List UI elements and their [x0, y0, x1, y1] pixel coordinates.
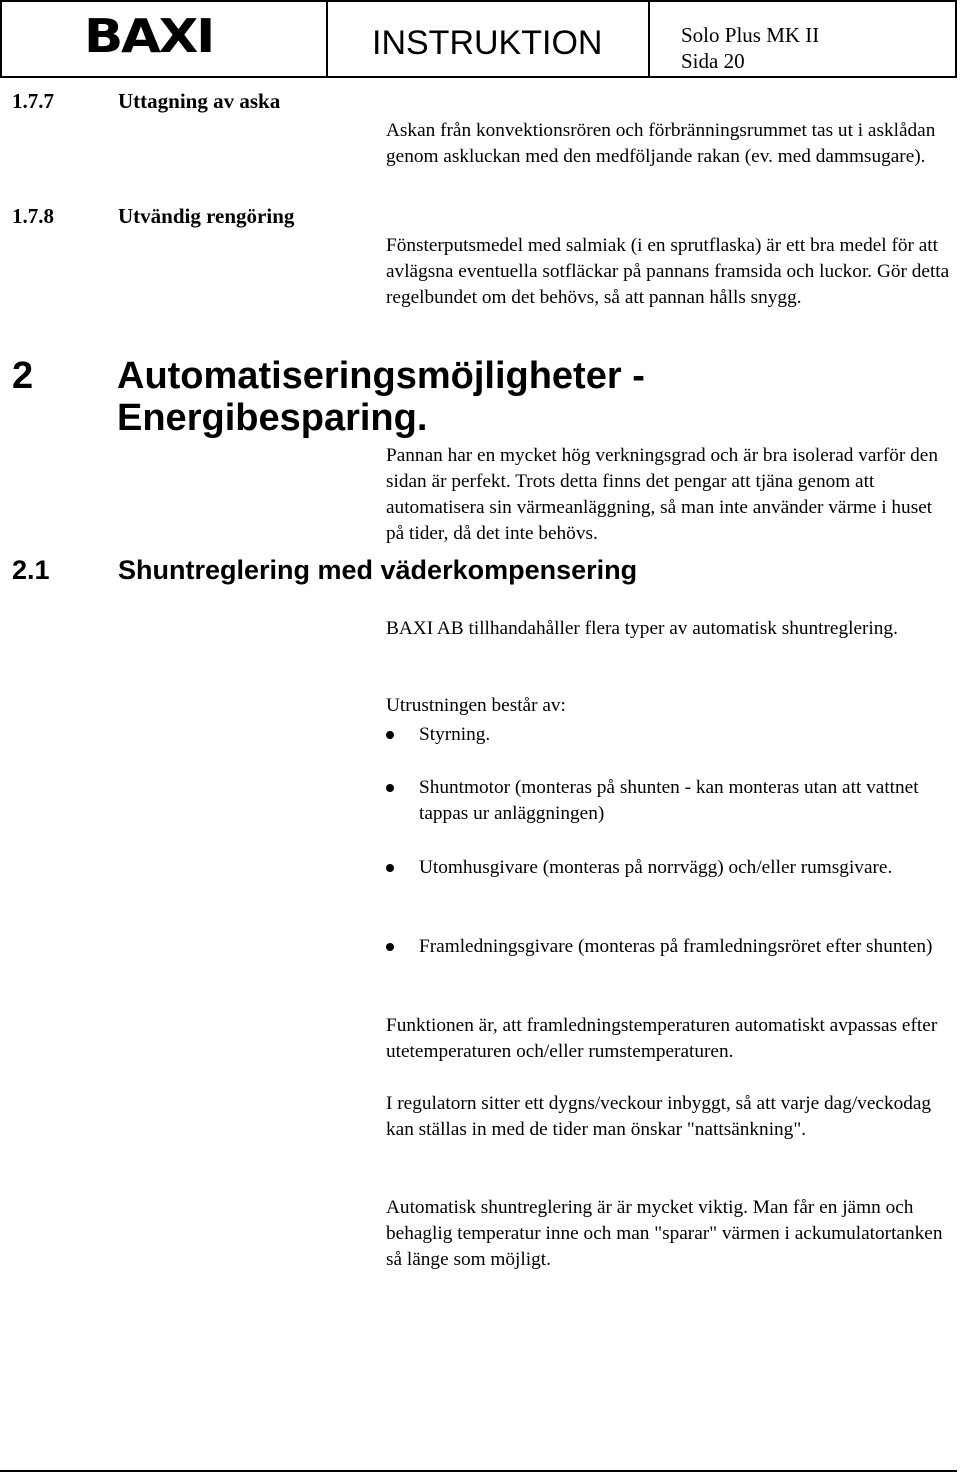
info-cell	[650, 2, 955, 76]
section-177-title: Uttagning av aska	[118, 89, 281, 113]
equipment-label: Utrustningen består av:	[386, 695, 566, 716]
section-21-intro: BAXI AB tillhandahåller flera typer av automatisk shuntreglering.	[386, 618, 898, 639]
baxi-logo: BAXI	[84, 9, 214, 63]
document-title: INSTRUKTION	[372, 24, 603, 62]
title-cell	[328, 2, 650, 76]
section-2-number: 2	[12, 355, 34, 397]
page-number: Sida 20	[681, 49, 745, 73]
product-name: Solo Plus MK II	[681, 23, 820, 47]
paragraph-function: Funktionen är, att framledningstemperaturen automatiskt avpassas efter utetemperaturen och/eller rumstemperaturen.	[386, 1015, 938, 1062]
section-178-body: Fönsterputsmedel med salmiak (i en sprutflaska) är ett bra medel för att avlägsna eventuella sotfläckar på pannans framsida och luckor. Gör detta regelbundet om det behövs, så att pannan hålls snygg.	[386, 235, 950, 308]
section-2-body: Pannan har en mycket hög verkningsgrad och är bra isolerad varför den sidan är perfekt. Trots detta finns det pengar att tjäna genom att automatisera sin värmeanläggning, så man inte använder värme i huset på tider, då det inte behövs.	[386, 445, 938, 544]
section-21-title: Shuntreglering med väderkompensering	[118, 555, 638, 585]
section-177-body: Askan från konvektionsrören och förbränningsrummet tas ut i asklådan genom askluckan med den medföljande rakan (ev. med dammsugare).	[386, 120, 936, 167]
bullet-icon	[386, 784, 394, 792]
section-2-title: Automatiseringsmöjligheter - Energibesparing.	[117, 355, 645, 439]
section-177-number: 1.7.7	[12, 89, 54, 113]
paragraph-regulator: I regulatorn sitter ett dygns/veckour inbyggt, så att varje dag/veckodag kan ställas in med de tider man önskar "nattsänkning".	[386, 1093, 932, 1140]
page-header	[0, 0, 957, 78]
bullet-icon	[386, 731, 394, 739]
bullet-icon	[386, 864, 394, 872]
logo-cell	[2, 2, 328, 76]
bullet-icon	[386, 943, 394, 951]
page-bottom-border	[0, 1470, 957, 1472]
section-21-number: 2.1	[12, 555, 50, 585]
paragraph-automatic: Automatisk shuntreglering är är mycket viktig. Man får en jämn och behaglig temperatur inne och man "sparar" värmen i ackumulatortanken så länge som möjligt.	[386, 1197, 943, 1270]
section-178-number: 1.7.8	[12, 204, 54, 228]
section-178-title: Utvändig rengöring	[118, 204, 295, 228]
